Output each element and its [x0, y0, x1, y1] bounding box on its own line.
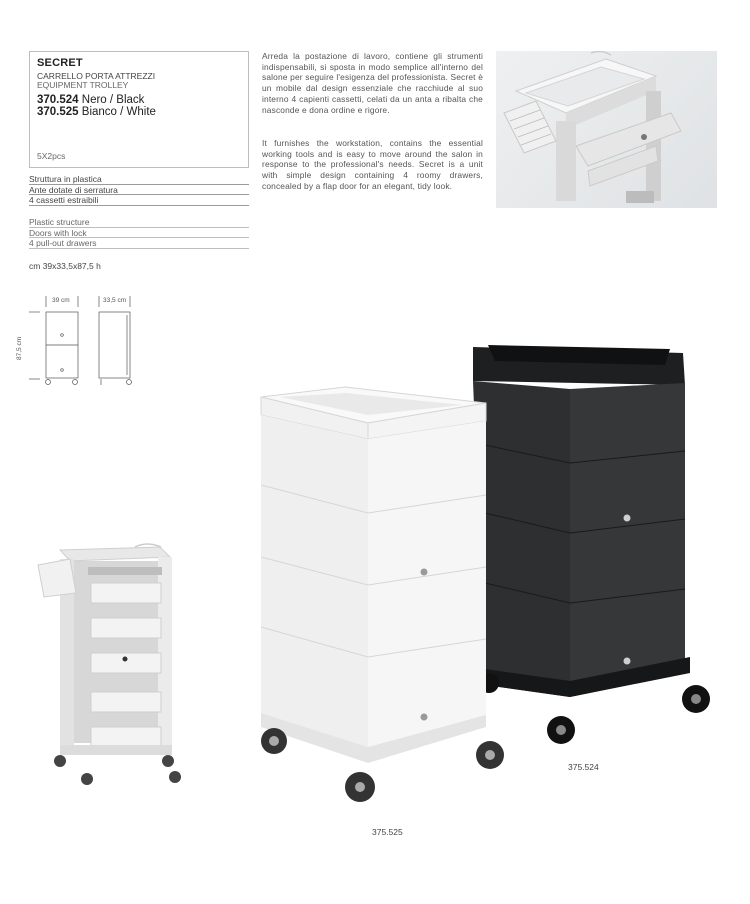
feature-item: 4 cassetti estraibili	[29, 195, 249, 206]
feature-item: 4 pull-out drawers	[29, 238, 249, 249]
features-en-list	[29, 217, 249, 249]
black-trolley	[473, 345, 710, 744]
variant-black	[37, 94, 241, 106]
dim-height-label: 87,5 cm	[16, 336, 23, 360]
product-info-box	[29, 51, 249, 168]
description-it: Arreda la postazione di lavoro, contiene gli strumenti indispensabili, si sposta in modo semplice all'interno del salone per seguire l'esigenza del professionista. Secret è un mobile dal design essenziale che racchiude al suo interno 4 capienti cassetti, celati da un anta a ribalta che nasconde e dona ordine e rigore.	[262, 51, 483, 115]
detail-photo	[496, 51, 717, 208]
variant-color: Nero / Black	[81, 94, 145, 106]
variant-code: 370.525	[37, 106, 79, 118]
white-trolley	[261, 387, 504, 802]
product-subtitle-it: CARRELLO PORTA ATTREZZI	[37, 71, 156, 81]
products-photo	[30, 335, 730, 815]
feature-item: Struttura in plastica	[29, 174, 249, 185]
variant-color: Bianco / White	[81, 106, 156, 118]
dim-width-label: 39 cm	[52, 297, 70, 304]
product-name: SECRET	[37, 57, 83, 69]
detail-photo-image	[496, 51, 717, 208]
features-it-list	[29, 174, 249, 206]
variant-code: 370.524	[37, 94, 79, 106]
pack-info: 5X2pcs	[37, 151, 66, 161]
feature-item: Ante dotate di serratura	[29, 185, 249, 196]
feature-item: Plastic structure	[29, 217, 249, 228]
caption-black: 375.524	[568, 762, 599, 772]
feature-item: Doors with lock	[29, 228, 249, 239]
caption-white: 375.525	[372, 827, 403, 837]
product-subtitle-en: EQUIPMENT TROLLEY	[37, 80, 129, 90]
dimensions-text: cm 39x33,5x87,5 h	[29, 261, 101, 271]
description-en: It furnishes the workstation, contains the essential working tools and is easy to move around the salon in response to the professional's needs. Secret is a unit with simple design containing 4 roomy drawers, concealed by a flap door for an elegant, tidy look.	[262, 138, 483, 191]
variant-white	[37, 106, 241, 118]
open-trolley	[38, 544, 181, 785]
dim-depth-label: 33,5 cm	[103, 297, 127, 304]
